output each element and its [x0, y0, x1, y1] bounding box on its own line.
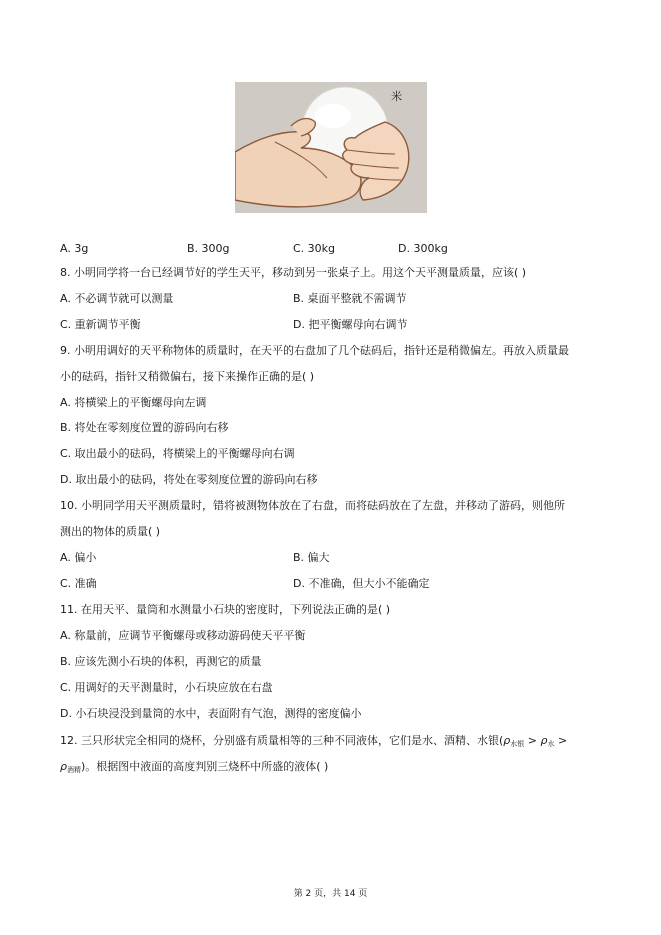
- q11-option-c: C. 用调好的天平测量时，小石块应放在右盘: [60, 681, 273, 694]
- q7-option-a: A. 3g: [60, 242, 89, 255]
- q10-option-c: C. 准确: [60, 577, 97, 590]
- q11-option-d: D. 小石块浸没到量筒的水中，表面附有气泡，测得的密度偏小: [60, 707, 362, 720]
- q8-stem: 8. 小明同学将一台已经调节好的学生天平，移动到另一张桌子上。用这个天平测量质量，应该( ): [60, 266, 527, 279]
- q11-option-b: B. 应该先测小石块的体积，再测它的质量: [60, 655, 262, 668]
- rho-subscript-mercury: 水银: [510, 740, 525, 748]
- q9-option-d: D. 取出最小的砝码，将处在零刻度位置的游码向右移: [60, 473, 318, 486]
- q10-stem-line1: 10. 小明同学用天平测质量时，错将被测物体放在了右盘，而将砝码放在了左盘，并移动了游码，则他所: [60, 499, 565, 512]
- q12-stem-text-end: )。根据图中液面的高度判别三烧杯中所盛的液体( ): [80, 760, 329, 773]
- q11-stem: 11. 在用天平、量筒和水测量小石块的密度时，下列说法正确的是( ): [60, 603, 391, 616]
- rho-symbol: ρ: [60, 760, 67, 773]
- q9-option-a: A. 将横梁上的平衡螺母向左调: [60, 396, 207, 409]
- q9-stem-line2: 小的砝码，指针又稍微偏右，接下来操作正确的是( ): [60, 370, 315, 383]
- q12-stem-text: 12. 三只形状完全相同的烧杯，分别盛有质量相等的三种不同液体，它们是水、酒精、水银(: [60, 734, 504, 747]
- q10-option-b: B. 偏大: [293, 551, 330, 564]
- q9-option-c: C. 取出最小的砝码，将横梁上的平衡螺母向右调: [60, 447, 295, 460]
- rho-symbol: ρ: [540, 734, 548, 747]
- figure-mark: 米: [391, 90, 402, 103]
- q8-option-d: D. 把平衡螺母向右调节: [293, 318, 408, 331]
- greater-than: >: [524, 734, 541, 747]
- rho-symbol: ρ: [503, 734, 511, 747]
- rho-subscript-water: 水: [547, 740, 555, 748]
- q10-stem-line2: 测出的物体的质量( ): [60, 525, 161, 538]
- q12-stem-line2: [60, 760, 328, 777]
- q9-stem-line1: 9. 小明用调好的天平称物体的质量时，在天平的右盘加了几个砝码后，指针还是稍微偏左。再放入质量最: [60, 344, 569, 357]
- q10-option-a: A. 偏小: [60, 551, 97, 564]
- rho-subscript-alcohol: 酒精: [66, 766, 81, 774]
- q9-option-b: B. 将处在零刻度位置的游码向右移: [60, 421, 229, 434]
- q8-option-a: A. 不必调节就可以测量: [60, 292, 174, 305]
- q8-option-c: C. 重新调节平衡: [60, 318, 141, 331]
- q7-option-d: D. 300kg: [398, 242, 448, 255]
- q11-option-a: A. 称量前，应调节平衡螺母或移动游码使天平平衡: [60, 629, 306, 642]
- hands-holding-ball-figure: [235, 82, 427, 213]
- q12-stem-line1: [60, 734, 567, 751]
- q8-option-b: B. 桌面平整就不需调节: [293, 292, 407, 305]
- page-footer: 第 2 页，共 14 页: [293, 889, 368, 899]
- greater-than: >: [554, 734, 568, 747]
- q7-option-c: C. 30kg: [293, 242, 336, 255]
- q7-option-b: B. 300g: [187, 242, 230, 255]
- q10-option-d: D. 不准确，但大小不能确定: [293, 577, 430, 590]
